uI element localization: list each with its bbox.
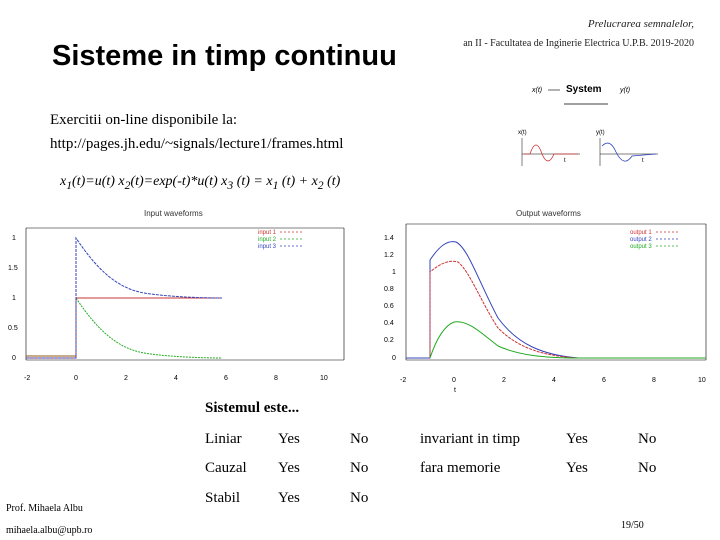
course-info: an II - Facultatea de Inginerie Electrica U.P.B. 2019-2020 [463,38,694,49]
mini-output-curve [602,143,656,161]
input-xtick: 2 [124,375,128,382]
input-waveforms-plot [4,200,358,396]
input-xtick: -2 [24,375,31,382]
input-ytick: 0 [12,355,16,362]
diagram-input-label: x(t) [532,87,543,94]
property-name: invariant in timp [420,431,520,447]
property-yes[interactable]: Yes [566,431,588,447]
property-name: Liniar [205,431,242,447]
input-ytick: 1.5 [8,265,18,272]
output-ytick: 0.2 [384,337,394,344]
property-name: Stabil [205,490,241,506]
input-xtick: 0 [74,375,78,382]
output-xtick: 10 [698,377,706,384]
input-legend-3: input 3 [258,244,277,250]
property-yes[interactable]: Yes [278,490,300,506]
mini-yt-label: y(t) [596,130,605,136]
input-ytick: 1 [12,295,16,302]
output-ytick: 1 [392,269,396,276]
signal-equations: $x_1(t)=u(t)$ $x_2(t)=\exp(-t)*u(t)$ $x_3$ $(t) = x_1$ $(t) + x_2$ (t) [60,174,341,192]
exercise-intro: Exercitii on-line disponibile la: [50,112,238,128]
output-xlabel: t [454,387,456,394]
input-xtick: 4 [174,375,178,382]
output-xtick: 2 [502,377,506,384]
exercise-link[interactable]: http://pages.jh.edu/~signals/lecture1/frames.html [50,136,344,152]
output-ytick: 1.4 [384,235,394,242]
output-xtick: 8 [652,377,656,384]
output-ytick: 0 [392,355,396,362]
input-xtick: 8 [274,375,278,382]
output-ytick: 1.2 [384,252,394,259]
property-yes[interactable]: Yes [566,460,588,476]
mini-t-label-1: t [564,158,566,164]
input-plot-title: Input waveforms [144,209,203,218]
output-legend-1: output 1 [630,230,652,236]
diagram-output-label: y(t) [620,87,631,94]
mini-input-curve [524,145,578,161]
output-xtick: 0 [452,377,456,384]
output-xtick: 6 [602,377,606,384]
output-xtick: -2 [400,377,407,384]
property-no[interactable]: No [638,431,657,447]
property-name: fara memorie [420,460,501,476]
property-yes[interactable]: Yes [278,460,300,476]
output-legend-2: output 2 [630,237,652,243]
output-ytick: 0.8 [384,286,394,293]
diagram-system-label: System [566,84,602,95]
output-ytick: 0.4 [384,320,394,327]
property-no[interactable]: No [638,460,657,476]
property-no[interactable]: No [350,460,369,476]
mini-t-label-2: t [642,158,644,164]
input-legend-1: input 1 [258,230,277,236]
output-legend-3: output 3 [630,244,652,250]
author-name: Prof. Mihaela Albu [6,503,83,514]
output-xtick: 4 [552,377,556,384]
output-waveforms-plot [368,200,716,396]
slide-title: Sisteme in timp continuu [52,40,397,72]
property-yes[interactable]: Yes [278,431,300,447]
input-ytick: 0.5 [8,325,18,332]
input-xtick: 6 [224,375,228,382]
input-xtick: 10 [320,375,328,382]
property-no[interactable]: No [350,431,369,447]
page-number: 19/50 [621,520,644,531]
mini-xt-label: x(t) [518,130,527,136]
property-name: Cauzal [205,460,247,476]
input-legend-2: input 2 [258,237,277,243]
course-title: Prelucrarea semnalelor, [587,18,694,30]
output-ytick: 0.6 [384,303,394,310]
author-email[interactable]: mihaela.albu@upb.ro [6,525,93,536]
property-no[interactable]: No [350,490,369,506]
system-diagram [500,76,700,176]
system-is-heading: Sistemul este... [205,400,300,416]
input-ytick: 1 [12,235,16,242]
output-plot-title: Output waveforms [516,209,581,218]
